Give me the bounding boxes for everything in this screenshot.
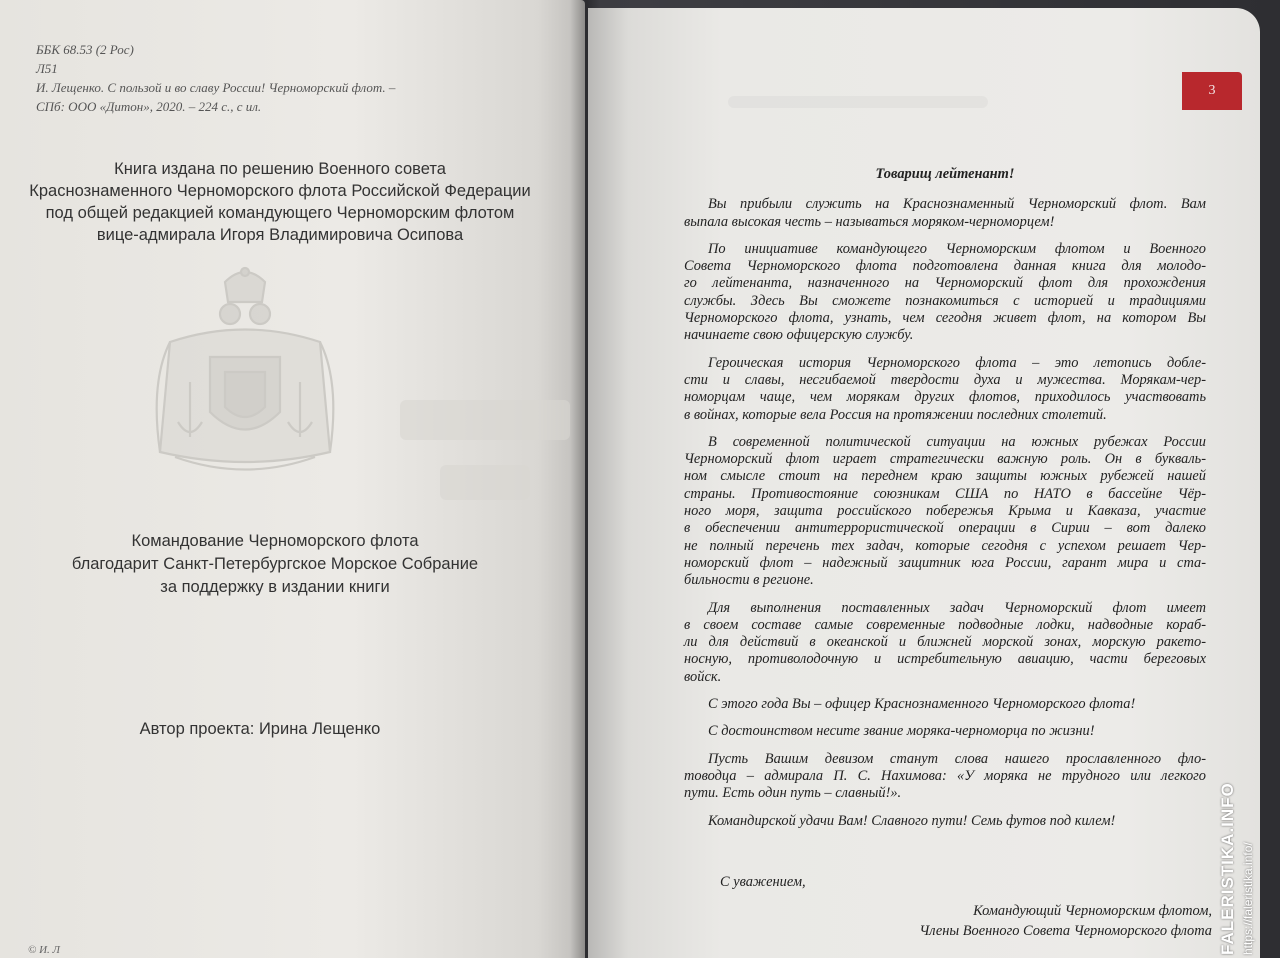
letter-paragraph bbox=[684, 196, 1206, 231]
letter-paragraph bbox=[684, 600, 1206, 686]
watermark-brand: FALERISTIKA.INFO bbox=[1218, 782, 1237, 955]
paragraph-line: Командирской удачи Вам! Славного пути! Семь футов под килем! bbox=[708, 812, 1116, 829]
bibliographic-record bbox=[36, 40, 456, 116]
biblio-line: ББК 68.53 (2 Рос) bbox=[36, 42, 134, 57]
biblio-line: И. Лещенко. С пользой и во славу России! Черноморский флот. – bbox=[36, 80, 396, 95]
paragraph-line: Вы прибыли служить на Краснознаменный Черноморский флот. Вам bbox=[708, 196, 1206, 213]
paragraph-line: пути. Есть один путь – славный!». bbox=[684, 785, 902, 802]
publication-decree bbox=[20, 158, 540, 246]
paragraph-line: го лейтенанта, назначенного на Черноморский флот для прохождения bbox=[684, 275, 1206, 292]
paragraph-line: С достоинством несите звание моряка-черноморца по жизни! bbox=[708, 723, 1095, 740]
acknowledgement-line: за поддержку в издании книги bbox=[160, 578, 390, 596]
letter-paragraph bbox=[684, 434, 1206, 590]
decree-line: Краснознаменного Черноморского флота Российской Федерации bbox=[29, 182, 531, 200]
paragraph-line: номорский флот – надежный защитник юга России, гарант мира и ста- bbox=[684, 554, 1206, 571]
decree-line: под общей редакцией командующего Черноморским флотом bbox=[45, 204, 515, 222]
paragraph-line: ного моря, защита российского побережья Крыма и Кавказа, участие bbox=[684, 503, 1206, 520]
paragraph-line: Черноморского флота, узнать, чем сегодня живет флот, на котором Вы bbox=[684, 310, 1206, 327]
paragraph-line: В современной политической ситуации на южных рубежах России bbox=[708, 433, 1206, 450]
acknowledgement-line: благодарит Санкт-Петербургское Морское Собрание bbox=[71, 555, 479, 573]
page-number-tab: 3 bbox=[1182, 72, 1242, 110]
letter-paragraph bbox=[684, 813, 1206, 830]
paragraph-line: выпала высокая честь – называться моряком-черноморцем! bbox=[684, 213, 1055, 230]
paragraph-line: в войнах, которые вела Россия на протяжении последних столетий. bbox=[684, 406, 1107, 423]
paragraph-line: начинаете свою офицерскую службу. bbox=[684, 327, 914, 344]
letter-signature bbox=[919, 901, 1212, 941]
paragraph-line: ли для действий в океанской и ближней морской зонах, морскую ракето- bbox=[684, 634, 1206, 651]
paragraph-line: в обеспечении антитеррористической операции в Сирии – вот далеко bbox=[684, 520, 1206, 537]
letter-paragraph bbox=[684, 723, 1206, 740]
acknowledgement bbox=[40, 530, 510, 599]
faded-background-lettering bbox=[380, 380, 580, 530]
paragraph-line: номорцам чаще, чем морякам других флотов, приходилось участвовать bbox=[684, 389, 1206, 406]
signature-line: Члены Военного Совета Черноморского флота bbox=[919, 923, 1212, 939]
paragraph-line: в своем составе самые современные подводные лодки, надводные кораб- bbox=[684, 616, 1206, 633]
paragraph-line: службы. Здесь Вы сможете познакомиться с историей и традициями bbox=[684, 292, 1206, 309]
letter-paragraph bbox=[684, 241, 1206, 345]
paragraph-line: Для выполнения поставленных задач Черноморский флот имеет bbox=[708, 599, 1206, 616]
coat-of-arms-emblem bbox=[130, 262, 360, 492]
faded-running-header bbox=[728, 96, 988, 108]
paragraph-line: страны. Противостояние союзникам США по НАТО в бассейне Чёр- bbox=[684, 485, 1206, 502]
biblio-line: СПб: ООО «Дитон», 2020. – 224 с., с ил. bbox=[36, 99, 262, 114]
paragraph-line: По инициативе командующего Черноморским флотом и Военного bbox=[708, 240, 1206, 257]
paragraph-line: войск. bbox=[684, 668, 722, 685]
paragraph-line: товодца – адмирала П. С. Нахимова: «У моряка не трудного или легкого bbox=[684, 767, 1206, 784]
right-page bbox=[588, 8, 1260, 958]
letter-paragraph bbox=[684, 751, 1206, 803]
paragraph-line: носную, противолодочную и истребительную авиацию, части береговых bbox=[684, 651, 1206, 668]
letter-paragraph bbox=[684, 696, 1206, 713]
letter-paragraph bbox=[684, 355, 1206, 424]
address-letter bbox=[684, 166, 1206, 840]
paragraph-line: Черноморский флот играет стратегически важную роль. Он в букваль- bbox=[684, 451, 1206, 468]
paragraph-line: Пусть Вашим девизом станут слова нашего прославленного фло- bbox=[708, 750, 1206, 767]
paragraph-line: не полный перечень тех задач, которые сегодня с успехом решает Чер- bbox=[684, 537, 1206, 554]
decree-line: вице-адмирала Игоря Владимировича Осипова bbox=[96, 226, 464, 244]
signature-line: Командующий Черноморским флотом, bbox=[973, 903, 1212, 919]
site-watermark bbox=[1218, 735, 1258, 955]
paragraph-line: бильности в регионе. bbox=[684, 572, 814, 589]
watermark-url: https://faleristika.info/ bbox=[1241, 842, 1255, 955]
paragraph-line: ном смысле стоит на переднем краю защиты южных рубежей нашей bbox=[684, 468, 1206, 485]
paragraph-line: Совета Черноморского флота подготовлена данная книга для молодо- bbox=[684, 258, 1206, 275]
paragraph-line: С этого года Вы – офицер Краснознаменного Черноморского флота! bbox=[708, 696, 1136, 713]
decree-line: Книга издана по решению Военного совета bbox=[114, 160, 446, 178]
copyright-fragment: © И. Л bbox=[28, 944, 61, 956]
acknowledgement-line: Командование Черноморского флота bbox=[131, 532, 419, 550]
letter-regards: С уважением, bbox=[720, 874, 806, 890]
letter-greeting: Товарищ лейтенант! bbox=[875, 166, 1015, 182]
left-page bbox=[0, 0, 585, 958]
biblio-line: Л51 bbox=[36, 61, 58, 76]
paragraph-line: сти и славы, несгибаемой твердости духа и мужества. Морякам-чер- bbox=[684, 371, 1206, 388]
project-author: Автор проекта: Ирина Лещенко bbox=[139, 720, 381, 738]
paragraph-line: Героическая история Черноморского флота – это летопись добле- bbox=[708, 354, 1206, 371]
